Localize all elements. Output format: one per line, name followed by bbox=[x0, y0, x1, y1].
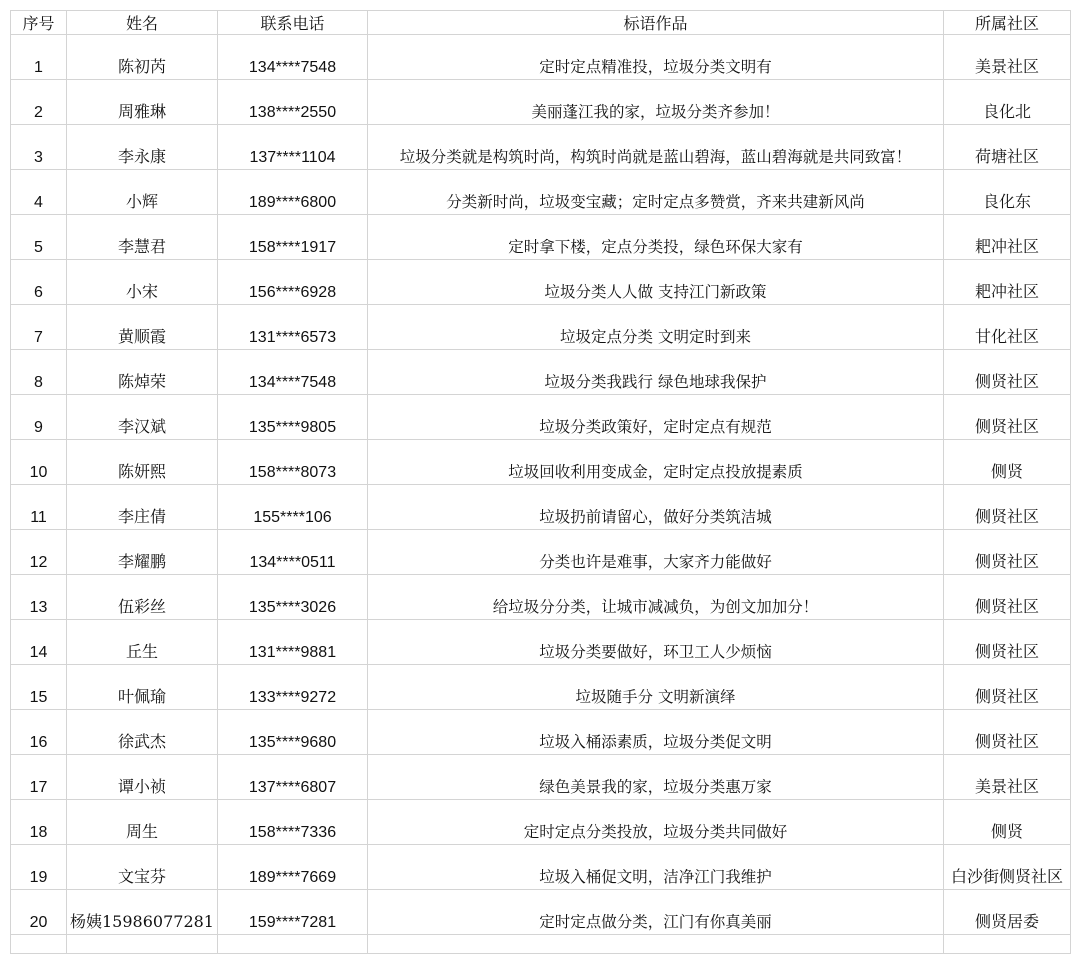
cell-name: 陈焯荣 bbox=[67, 350, 218, 395]
cell-community: 侧贤 bbox=[944, 800, 1071, 845]
cell-slogan: 垃圾分类人人做 支持江门新政策 bbox=[368, 260, 944, 305]
cell-slogan: 定时定点分类投放，垃圾分类共同做好 bbox=[368, 800, 944, 845]
cell-slogan: 垃圾分类我践行 绿色地球我保护 bbox=[368, 350, 944, 395]
empty-cell bbox=[368, 935, 944, 954]
cell-no: 17 bbox=[11, 755, 67, 800]
cell-phone: 134****0511 bbox=[218, 530, 368, 575]
cell-phone: 189****6800 bbox=[218, 170, 368, 215]
cell-phone: 158****1917 bbox=[218, 215, 368, 260]
cell-name: 小辉 bbox=[67, 170, 218, 215]
table-row bbox=[11, 350, 1071, 395]
cell-name: 李慧君 bbox=[67, 215, 218, 260]
cell-name: 李耀鹏 bbox=[67, 530, 218, 575]
empty-cell bbox=[218, 935, 368, 954]
cell-slogan: 垃圾入桶促文明，洁净江门我维护 bbox=[368, 845, 944, 890]
cell-name: 伍彩丝 bbox=[67, 575, 218, 620]
cell-slogan: 绿色美景我的家，垃圾分类惠万家 bbox=[368, 755, 944, 800]
cell-slogan: 垃圾扔前请留心，做好分类筑洁城 bbox=[368, 485, 944, 530]
cell-no: 8 bbox=[11, 350, 67, 395]
cell-name: 叶佩瑜 bbox=[67, 665, 218, 710]
cell-no: 4 bbox=[11, 170, 67, 215]
table-row bbox=[11, 890, 1071, 935]
cell-community: 侧贤社区 bbox=[944, 485, 1071, 530]
cell-slogan: 定时定点精准投，垃圾分类文明有 bbox=[368, 35, 944, 80]
cell-no: 14 bbox=[11, 620, 67, 665]
cell-no: 3 bbox=[11, 125, 67, 170]
table-row bbox=[11, 620, 1071, 665]
header-row bbox=[11, 11, 1071, 35]
cell-community: 侧贤社区 bbox=[944, 395, 1071, 440]
table-row bbox=[11, 485, 1071, 530]
cell-community: 侧贤社区 bbox=[944, 620, 1071, 665]
cell-slogan: 垃圾定点分类 文明定时到来 bbox=[368, 305, 944, 350]
table-row bbox=[11, 800, 1071, 845]
table-row bbox=[11, 215, 1071, 260]
cell-community: 侧贤 bbox=[944, 440, 1071, 485]
cell-slogan: 美丽蓬江我的家，垃圾分类齐参加！ bbox=[368, 80, 944, 125]
table-row bbox=[11, 170, 1071, 215]
cell-phone: 135****9805 bbox=[218, 395, 368, 440]
cell-slogan: 垃圾随手分 文明新演绎 bbox=[368, 665, 944, 710]
cell-community: 美景社区 bbox=[944, 755, 1071, 800]
empty-cell bbox=[944, 935, 1071, 954]
table-row bbox=[11, 755, 1071, 800]
cell-name: 周生 bbox=[67, 800, 218, 845]
cell-no: 2 bbox=[11, 80, 67, 125]
cell-community: 甘化社区 bbox=[944, 305, 1071, 350]
cell-name: 丘生 bbox=[67, 620, 218, 665]
cell-phone: 131****9881 bbox=[218, 620, 368, 665]
entries-table bbox=[10, 10, 1071, 954]
cell-community: 侧贤社区 bbox=[944, 530, 1071, 575]
cell-phone: 137****6807 bbox=[218, 755, 368, 800]
cell-slogan: 垃圾分类政策好，定时定点有规范 bbox=[368, 395, 944, 440]
cell-community: 良化东 bbox=[944, 170, 1071, 215]
cell-phone: 134****7548 bbox=[218, 35, 368, 80]
table-row bbox=[11, 125, 1071, 170]
cell-slogan: 定时拿下楼，定点分类投，绿色环保大家有 bbox=[368, 215, 944, 260]
cell-no: 18 bbox=[11, 800, 67, 845]
cell-community: 美景社区 bbox=[944, 35, 1071, 80]
cell-slogan: 垃圾回收利用变成金，定时定点投放提素质 bbox=[368, 440, 944, 485]
cell-slogan: 垃圾分类要做好，环卫工人少烦恼 bbox=[368, 620, 944, 665]
table-row bbox=[11, 575, 1071, 620]
cell-no: 16 bbox=[11, 710, 67, 755]
cell-phone: 137****1104 bbox=[218, 125, 368, 170]
cell-community: 白沙街侧贤社区 bbox=[944, 845, 1071, 890]
cell-phone: 133****9272 bbox=[218, 665, 368, 710]
cell-phone: 158****7336 bbox=[218, 800, 368, 845]
cell-no: 20 bbox=[11, 890, 67, 935]
cell-community: 良化北 bbox=[944, 80, 1071, 125]
cell-community: 侧贤社区 bbox=[944, 665, 1071, 710]
cell-phone: 158****8073 bbox=[218, 440, 368, 485]
cell-community: 侧贤居委 bbox=[944, 890, 1071, 935]
cell-phone: 131****6573 bbox=[218, 305, 368, 350]
header-name: 姓名 bbox=[67, 11, 218, 35]
header-slogan: 标语作品 bbox=[368, 11, 944, 35]
cell-name: 周雅琳 bbox=[67, 80, 218, 125]
table-row bbox=[11, 395, 1071, 440]
cell-name: 文宝芬 bbox=[67, 845, 218, 890]
header-no: 序号 bbox=[11, 11, 67, 35]
cell-no: 15 bbox=[11, 665, 67, 710]
cell-name: 黄顺霞 bbox=[67, 305, 218, 350]
cell-no: 19 bbox=[11, 845, 67, 890]
cell-community: 侧贤社区 bbox=[944, 575, 1071, 620]
cell-name: 杨姨15986077281 bbox=[67, 890, 218, 935]
cell-no: 9 bbox=[11, 395, 67, 440]
cell-slogan: 分类新时尚，垃圾变宝藏；定时定点多赞赏，齐来共建新风尚 bbox=[368, 170, 944, 215]
cell-name: 李永康 bbox=[67, 125, 218, 170]
cell-name: 徐武杰 bbox=[67, 710, 218, 755]
cell-phone: 155****106 bbox=[218, 485, 368, 530]
spreadsheet bbox=[10, 10, 1070, 954]
table-row bbox=[11, 845, 1071, 890]
table-row bbox=[11, 440, 1071, 485]
cell-no: 7 bbox=[11, 305, 67, 350]
cell-no: 13 bbox=[11, 575, 67, 620]
cell-no: 6 bbox=[11, 260, 67, 305]
cell-community: 侧贤社区 bbox=[944, 710, 1071, 755]
cell-name: 陈初芮 bbox=[67, 35, 218, 80]
cell-slogan: 垃圾入桶添素质，垃圾分类促文明 bbox=[368, 710, 944, 755]
cell-phone: 134****7548 bbox=[218, 350, 368, 395]
cell-slogan: 垃圾分类就是构筑时尚，构筑时尚就是蓝山碧海，蓝山碧海就是共同致富！ bbox=[368, 125, 944, 170]
cell-phone: 189****7669 bbox=[218, 845, 368, 890]
empty-cell bbox=[67, 935, 218, 954]
cell-no: 1 bbox=[11, 35, 67, 80]
cell-name: 小宋 bbox=[67, 260, 218, 305]
header-phone: 联系电话 bbox=[218, 11, 368, 35]
cell-community: 耙冲社区 bbox=[944, 260, 1071, 305]
cell-community: 耙冲社区 bbox=[944, 215, 1071, 260]
cell-name: 陈妍熙 bbox=[67, 440, 218, 485]
cell-no: 5 bbox=[11, 215, 67, 260]
table-row bbox=[11, 305, 1071, 350]
cell-community: 侧贤社区 bbox=[944, 350, 1071, 395]
cell-no: 10 bbox=[11, 440, 67, 485]
table-body bbox=[11, 35, 1071, 954]
cell-no: 11 bbox=[11, 485, 67, 530]
header-community: 所属社区 bbox=[944, 11, 1071, 35]
table-row bbox=[11, 35, 1071, 80]
cell-slogan: 分类也许是难事，大家齐力能做好 bbox=[368, 530, 944, 575]
empty-row bbox=[11, 935, 1071, 954]
cell-community: 荷塘社区 bbox=[944, 125, 1071, 170]
table-row bbox=[11, 710, 1071, 755]
empty-cell bbox=[11, 935, 67, 954]
cell-phone: 135****9680 bbox=[218, 710, 368, 755]
cell-no: 12 bbox=[11, 530, 67, 575]
table-row bbox=[11, 260, 1071, 305]
cell-slogan: 给垃圾分分类，让城市减减负，为创文加加分！ bbox=[368, 575, 944, 620]
cell-phone: 138****2550 bbox=[218, 80, 368, 125]
cell-phone: 156****6928 bbox=[218, 260, 368, 305]
table-row bbox=[11, 665, 1071, 710]
table-row bbox=[11, 80, 1071, 125]
cell-name: 李汉斌 bbox=[67, 395, 218, 440]
table-row bbox=[11, 530, 1071, 575]
cell-slogan: 定时定点做分类，江门有你真美丽 bbox=[368, 890, 944, 935]
cell-phone: 159****7281 bbox=[218, 890, 368, 935]
cell-name: 谭小祯 bbox=[67, 755, 218, 800]
cell-name: 李庄倩 bbox=[67, 485, 218, 530]
cell-phone: 135****3026 bbox=[218, 575, 368, 620]
